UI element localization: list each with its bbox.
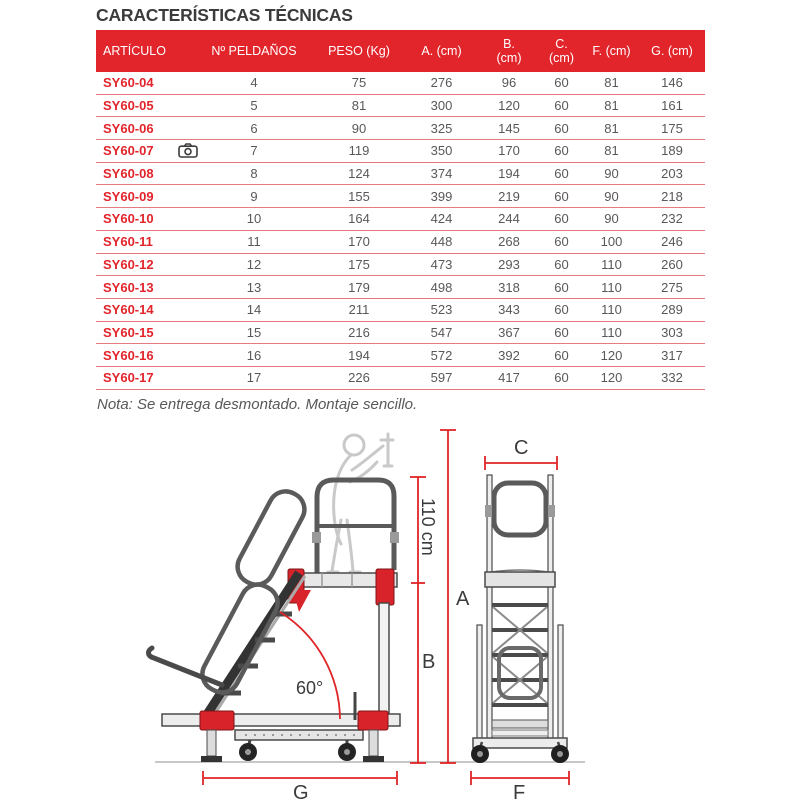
leveling-foot xyxy=(369,730,378,756)
cell-peso: 155 xyxy=(314,185,404,208)
cell-b: 219 xyxy=(479,185,539,208)
cell-b: 145 xyxy=(479,117,539,140)
article-code: SY60-14 xyxy=(96,298,194,321)
cell-b: 170 xyxy=(479,140,539,163)
table-row xyxy=(96,72,705,94)
cell-peso: 90 xyxy=(314,117,404,140)
cell-a: 399 xyxy=(404,185,479,208)
cell-peldanos: 15 xyxy=(194,321,314,344)
article-code: SY60-13 xyxy=(96,276,194,299)
cell-f: 120 xyxy=(584,344,639,367)
front-base xyxy=(473,738,567,748)
cell-g: 303 xyxy=(639,321,705,344)
dim-label-f: F xyxy=(513,782,526,800)
table-row xyxy=(96,117,705,140)
col-header-peldanos: Nº PELDAÑOS xyxy=(194,30,314,72)
col-header-b: B. (cm) xyxy=(479,30,539,72)
table-row xyxy=(96,276,705,299)
cell-b: 120 xyxy=(479,94,539,117)
cell-g: 289 xyxy=(639,298,705,321)
table-row xyxy=(96,185,705,208)
cell-b: 367 xyxy=(479,321,539,344)
cell-f: 110 xyxy=(584,276,639,299)
table-row xyxy=(96,140,705,163)
dim-label-a: A xyxy=(456,588,470,610)
cell-c: 60 xyxy=(539,276,584,299)
article-code: SY60-12 xyxy=(96,253,194,276)
cell-peso: 75 xyxy=(314,72,404,94)
cell-b: 194 xyxy=(479,162,539,185)
cell-c: 60 xyxy=(539,72,584,94)
cell-g: 161 xyxy=(639,94,705,117)
table-row xyxy=(96,344,705,367)
cell-f: 90 xyxy=(584,208,639,231)
cell-c: 60 xyxy=(539,162,584,185)
cell-a: 325 xyxy=(404,117,479,140)
table-row xyxy=(96,230,705,253)
cell-c: 60 xyxy=(539,117,584,140)
article-code: SY60-15 xyxy=(96,321,194,344)
cell-b: 417 xyxy=(479,366,539,389)
cell-peldanos: 5 xyxy=(194,94,314,117)
cell-g: 189 xyxy=(639,140,705,163)
cell-a: 448 xyxy=(404,230,479,253)
angle-label: 60° xyxy=(296,678,324,698)
cell-peso: 81 xyxy=(314,94,404,117)
cell-peso: 164 xyxy=(314,208,404,231)
cell-b: 318 xyxy=(479,276,539,299)
table-row xyxy=(96,162,705,185)
cell-a: 498 xyxy=(404,276,479,299)
cell-peso: 226 xyxy=(314,366,404,389)
cell-a: 572 xyxy=(404,344,479,367)
cell-peldanos: 16 xyxy=(194,344,314,367)
cell-c: 60 xyxy=(539,321,584,344)
leveling-foot xyxy=(207,730,216,756)
cell-c: 60 xyxy=(539,230,584,253)
rail-clamp xyxy=(390,532,399,543)
top-guard-hoop xyxy=(494,483,546,535)
cell-f: 110 xyxy=(584,321,639,344)
cell-peso: 216 xyxy=(314,321,404,344)
cell-peso: 211 xyxy=(314,298,404,321)
ladder-front-view xyxy=(471,475,569,763)
cell-g: 260 xyxy=(639,253,705,276)
cell-g: 218 xyxy=(639,185,705,208)
platform-front xyxy=(485,572,555,587)
cell-f: 81 xyxy=(584,72,639,94)
red-connector xyxy=(200,711,234,730)
cell-c: 60 xyxy=(539,185,584,208)
cell-c: 60 xyxy=(539,94,584,117)
cell-a: 597 xyxy=(404,366,479,389)
cell-b: 392 xyxy=(479,344,539,367)
col-header-peso: PESO (Kg) xyxy=(314,30,404,72)
table-row xyxy=(96,94,705,117)
foot-plate xyxy=(201,756,222,762)
article-code: SY60-05 xyxy=(96,94,194,117)
col-header-a: A. (cm) xyxy=(404,30,479,72)
cell-a: 300 xyxy=(404,94,479,117)
cell-peso: 175 xyxy=(314,253,404,276)
cell-g: 146 xyxy=(639,72,705,94)
cell-peldanos: 4 xyxy=(194,72,314,94)
table-header-row xyxy=(96,30,705,72)
technical-diagram xyxy=(100,420,760,800)
cell-peldanos: 8 xyxy=(194,162,314,185)
cell-g: 275 xyxy=(639,276,705,299)
cell-peldanos: 13 xyxy=(194,276,314,299)
cell-f: 120 xyxy=(584,366,639,389)
cell-g: 175 xyxy=(639,117,705,140)
article-code: SY60-16 xyxy=(96,344,194,367)
drill-icon xyxy=(381,434,393,466)
cell-a: 350 xyxy=(404,140,479,163)
foot-plate xyxy=(363,756,384,762)
rail-clamp xyxy=(548,505,555,517)
cell-g: 246 xyxy=(639,230,705,253)
cell-peldanos: 10 xyxy=(194,208,314,231)
table-row xyxy=(96,208,705,231)
table-row xyxy=(96,253,705,276)
col-header-g: G. (cm) xyxy=(639,30,705,72)
cell-a: 523 xyxy=(404,298,479,321)
outrigger-post xyxy=(558,625,563,740)
col-header-f: F. (cm) xyxy=(584,30,639,72)
specs-table xyxy=(96,30,705,390)
camera-icon[interactable] xyxy=(178,143,198,158)
rail-clamp xyxy=(312,532,321,543)
cell-peldanos: 11 xyxy=(194,230,314,253)
cell-peso: 124 xyxy=(314,162,404,185)
cell-b: 96 xyxy=(479,72,539,94)
cell-a: 276 xyxy=(404,72,479,94)
cell-f: 90 xyxy=(584,185,639,208)
dim-label-g: G xyxy=(293,782,309,800)
cell-f: 90 xyxy=(584,162,639,185)
angle-arc xyxy=(280,612,340,719)
table-row xyxy=(96,321,705,344)
cell-c: 60 xyxy=(539,253,584,276)
folded-step xyxy=(492,730,548,736)
cell-peso: 119 xyxy=(314,140,404,163)
cell-b: 244 xyxy=(479,208,539,231)
assembly-note: Nota: Se entrega desmontado. Montaje sencillo. xyxy=(97,396,418,413)
cell-peldanos: 14 xyxy=(194,298,314,321)
cell-c: 60 xyxy=(539,140,584,163)
cell-c: 60 xyxy=(539,298,584,321)
col-header-articulo: ARTÍCULO xyxy=(96,30,194,72)
article-code: SY60-06 xyxy=(96,117,194,140)
page-title: CARACTERÍSTICAS TÉCNICAS xyxy=(96,5,353,25)
cell-f: 81 xyxy=(584,117,639,140)
ladder-stringer xyxy=(204,573,299,719)
red-connector xyxy=(358,711,388,730)
article-code: SY60-08 xyxy=(96,162,194,185)
rail-clamp xyxy=(485,505,492,517)
cell-peldanos: 7 xyxy=(194,140,314,163)
person-figure xyxy=(328,434,393,572)
cell-f: 100 xyxy=(584,230,639,253)
dim-label-c: C xyxy=(514,437,529,459)
ladder-side-view xyxy=(148,480,400,762)
cell-f: 110 xyxy=(584,298,639,321)
cell-a: 473 xyxy=(404,253,479,276)
table-row xyxy=(96,298,705,321)
cell-g: 232 xyxy=(639,208,705,231)
cell-a: 424 xyxy=(404,208,479,231)
cell-g: 317 xyxy=(639,344,705,367)
article-code: SY60-17 xyxy=(96,366,194,389)
article-code: SY60-07 xyxy=(103,143,154,159)
article-code: SY60-11 xyxy=(96,230,194,253)
cell-b: 293 xyxy=(479,253,539,276)
cell-f: 81 xyxy=(584,140,639,163)
cell-b: 343 xyxy=(479,298,539,321)
cell-peso: 170 xyxy=(314,230,404,253)
col-header-c: C. (cm) xyxy=(539,30,584,72)
folded-step xyxy=(492,720,548,728)
cell-c: 60 xyxy=(539,344,584,367)
cell-a: 374 xyxy=(404,162,479,185)
cell-peso: 179 xyxy=(314,276,404,299)
article-code: SY60-09 xyxy=(96,185,194,208)
caster-wheel xyxy=(338,740,356,761)
cell-peldanos: 9 xyxy=(194,185,314,208)
cell-c: 60 xyxy=(539,366,584,389)
caster-wheel xyxy=(239,740,257,761)
cell-g: 332 xyxy=(639,366,705,389)
red-connector xyxy=(376,569,394,605)
table-row xyxy=(96,366,705,389)
dim-label-110cm: 110 cm xyxy=(418,498,438,556)
cell-a: 547 xyxy=(404,321,479,344)
article-code: SY60-10 xyxy=(96,208,194,231)
cell-g: 203 xyxy=(639,162,705,185)
rear-post xyxy=(379,603,389,715)
cell-f: 81 xyxy=(584,94,639,117)
cell-f: 110 xyxy=(584,253,639,276)
article-code: SY60-04 xyxy=(96,72,194,94)
outrigger-post xyxy=(477,625,482,740)
cell-peldanos: 6 xyxy=(194,117,314,140)
cell-peso: 194 xyxy=(314,344,404,367)
dim-label-b: B xyxy=(422,651,436,673)
cell-c: 60 xyxy=(539,208,584,231)
cell-peldanos: 12 xyxy=(194,253,314,276)
cell-b: 268 xyxy=(479,230,539,253)
cell-peldanos: 17 xyxy=(194,366,314,389)
